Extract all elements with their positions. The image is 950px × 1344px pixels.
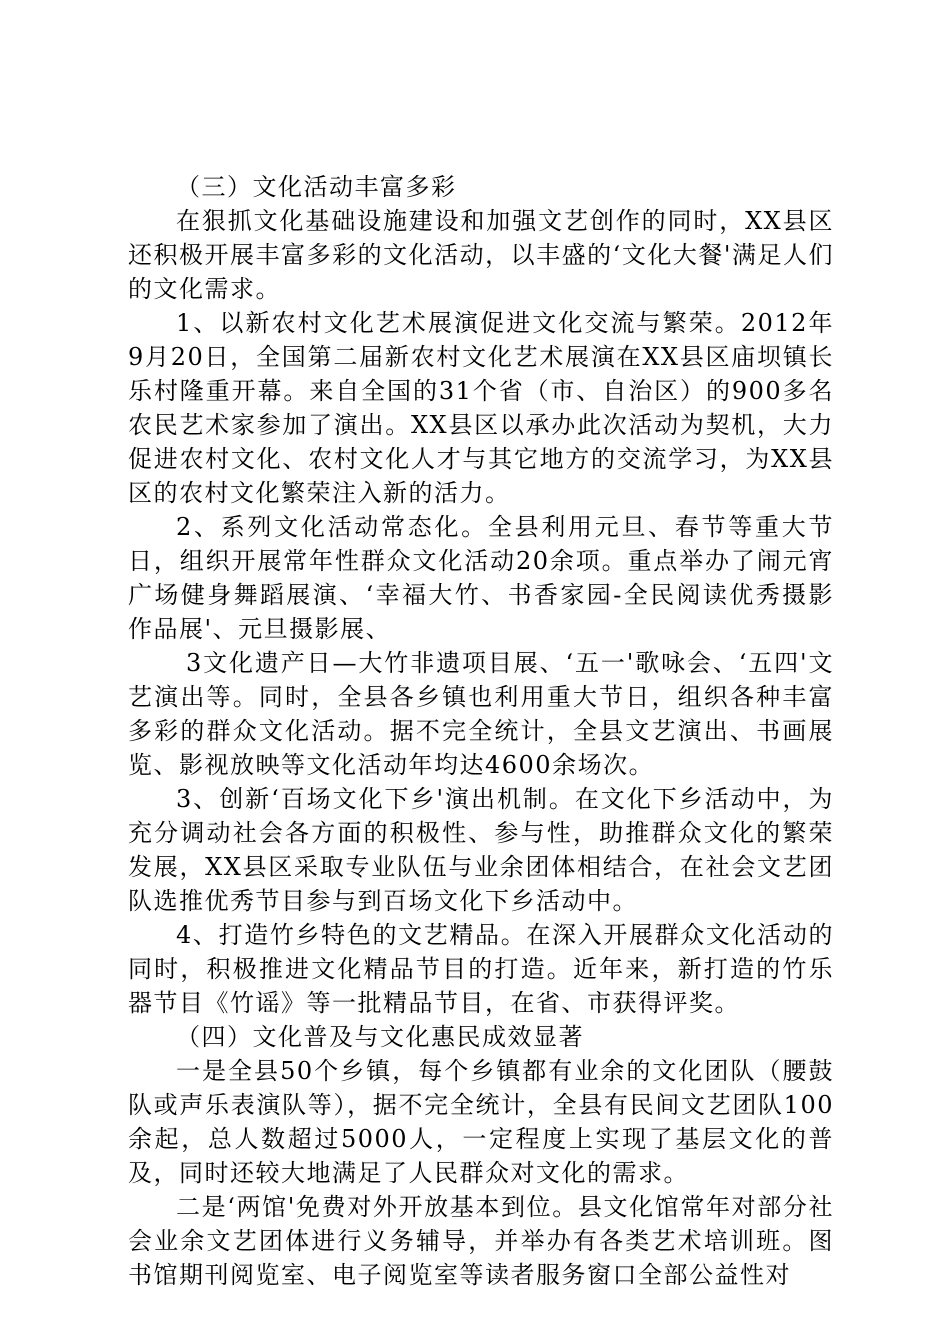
point-1-paragraph: 一是全县50个乡镇，每个乡镇都有业余的文化团队（腰鼓队或声乐表演队等），据不完全统计，全县有民间文艺团队100余起，总人数超过5000人，一定程度上实现了基层文化的普及，同时还较大地满足了人民群众对文化的需求。 bbox=[128, 1057, 834, 1187]
item-1-paragraph: 1、以新农村文化艺术展演促进文化交流与繁荣。2012年9月20日，全国第二届新农村文化艺术展演在XX县区庙坝镇长乐村隆重开幕。来自全国的31个省（市、自治区）的900多名农民艺术家参加了演出。XX县区以承办此次活动为契机，大力促进农村文化、农村文化人才与其它地方的交流学习，为XX县区的农村文化繁荣注入新的活力。 bbox=[128, 309, 834, 507]
section-4-heading: （四）文化普及与文化惠民成效显著 bbox=[176, 1023, 584, 1051]
point-2-paragraph: 二是‘两馆'免费对外开放基本到位。县文化馆常年对部分社会业余文艺团体进行义务辅导，并举办有各类艺术培训班。图书馆期刊阅览室、电子阅览室等读者服务窗口全部公益性对 bbox=[128, 1193, 834, 1289]
item-4-paragraph: 4、打造竹乡特色的文艺精品。在深入开展群众文化活动的同时，积极推进文化精品节目的打造。近年来，新打造的竹乐器节目《竹谣》等一批精品节目，在省、市获得评奖。 bbox=[128, 921, 834, 1017]
item-2-continuation-paragraph: 3文化遗产日—大竹非遗项目展、‘五一'歌咏会、‘五四'文艺演出等。同时，全县各乡镇也利用重大节日，组织各种丰富多彩的群众文化活动。据不完全统计，全县文艺演出、书画展览、影视放映等文化活动年均达4600余场次。 bbox=[128, 649, 834, 779]
item-2-paragraph: 2、系列文化活动常态化。全县利用元旦、春节等重大节日，组织开展常年性群众文化活动20余项。重点举办了闹元宵广场健身舞蹈展演、‘幸福大竹、书香家园-全民阅读优秀摄影作品展'、元旦摄影展、 bbox=[128, 513, 834, 643]
document-page bbox=[128, 170, 834, 1292]
item-3-paragraph: 3、创新‘百场文化下乡'演出机制。在文化下乡活动中，为充分调动社会各方面的积极性、参与性，助推群众文化的繁荣发展，XX县区采取专业队伍与业余团体相结合，在社会文艺团队选推优秀节目参与到百场文化下乡活动中。 bbox=[128, 785, 834, 915]
section-3-heading: （三）文化活动丰富多彩 bbox=[176, 173, 457, 201]
section-3-intro-paragraph: 在狠抓文化基础设施建设和加强文艺创作的同时，XX县区还积极开展丰富多彩的文化活动，以丰盛的‘文化大餐'满足人们的文化需求。 bbox=[128, 207, 834, 303]
